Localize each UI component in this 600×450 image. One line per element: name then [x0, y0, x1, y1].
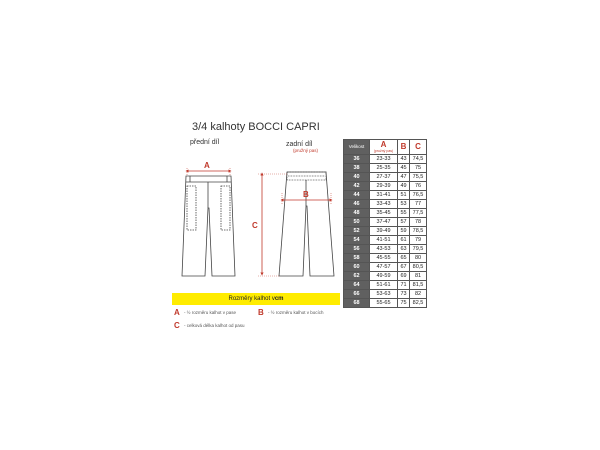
table-row: [344, 254, 427, 263]
mark-a: A: [204, 161, 210, 170]
size-cell-b: 57: [398, 218, 410, 227]
size-cell-c: 82: [410, 290, 427, 299]
legend-c-letter: C: [174, 321, 180, 330]
size-cell-b: 69: [398, 272, 410, 281]
header-a-letter: A: [380, 140, 387, 149]
size-cell-size: 64: [344, 281, 370, 290]
size-cell-size: 54: [344, 236, 370, 245]
table-row: [344, 200, 427, 209]
legend-bar-unit: cm: [274, 296, 284, 302]
size-cell-size: 40: [344, 173, 370, 182]
size-cell-b: 53: [398, 200, 410, 209]
page-title: 3/4 kalhoty BOCCI CAPRI: [192, 121, 320, 133]
size-cell-c: 77: [410, 200, 427, 209]
table-row: [344, 272, 427, 281]
size-cell-size: 52: [344, 227, 370, 236]
size-cell-c: 75: [410, 164, 427, 173]
table-row: [344, 182, 427, 191]
legend-bar: [172, 293, 340, 305]
legend-c-text: - celková délka kalhot od pasu: [184, 323, 245, 328]
size-cell-a: 37-47: [370, 218, 398, 227]
size-cell-c: 79,5: [410, 245, 427, 254]
size-cell-a: 47-57: [370, 263, 398, 272]
size-cell-b: 49: [398, 182, 410, 191]
header-size: Velikost: [344, 140, 370, 155]
table-row: [344, 245, 427, 254]
header-a: [370, 140, 398, 155]
size-cell-b: 59: [398, 227, 410, 236]
size-cell-a: 49-59: [370, 272, 398, 281]
size-cell-c: 78: [410, 218, 427, 227]
size-cell-size: 66: [344, 290, 370, 299]
table-row: [344, 290, 427, 299]
front-view-label: přední díl: [190, 139, 220, 146]
size-cell-b: 63: [398, 245, 410, 254]
size-cell-b: 65: [398, 254, 410, 263]
size-cell-b: 61: [398, 236, 410, 245]
table-row: [344, 209, 427, 218]
size-cell-a: 45-55: [370, 254, 398, 263]
size-cell-a: 23-33: [370, 155, 398, 164]
size-cell-c: 82,5: [410, 299, 427, 308]
mark-c: C: [252, 221, 258, 230]
size-cell-c: 81,5: [410, 281, 427, 290]
size-cell-size: 62: [344, 272, 370, 281]
size-cell-size: 58: [344, 254, 370, 263]
back-pants-drawing: [279, 172, 334, 276]
size-cell-b: 73: [398, 290, 410, 299]
size-cell-b: 43: [398, 155, 410, 164]
size-cell-size: 38: [344, 164, 370, 173]
size-cell-a: 33-43: [370, 200, 398, 209]
legend-b-letter: B: [258, 308, 264, 317]
size-cell-a: 29-39: [370, 182, 398, 191]
size-cell-c: 79: [410, 236, 427, 245]
size-table: [343, 139, 427, 308]
back-view-label: zadní díl: [286, 141, 313, 148]
size-cell-b: 71: [398, 281, 410, 290]
size-cell-size: 56: [344, 245, 370, 254]
size-cell-c: 76: [410, 182, 427, 191]
size-cell-c: 81: [410, 272, 427, 281]
size-cell-a: 31-41: [370, 191, 398, 200]
legend-bar-text: Rozměry kalhot v: [228, 296, 275, 302]
size-cell-b: 67: [398, 263, 410, 272]
size-cell-b: 47: [398, 173, 410, 182]
size-cell-c: 78,5: [410, 227, 427, 236]
size-cell-c: 74,5: [410, 155, 427, 164]
legend-a-text: - ½ rozměru kalhot v pase: [184, 310, 237, 315]
size-cell-b: 55: [398, 209, 410, 218]
table-row: [344, 299, 427, 308]
size-cell-c: 77,5: [410, 209, 427, 218]
header-a-note: (pružný pas): [373, 149, 394, 153]
table-row: [344, 263, 427, 272]
header-c: C: [410, 140, 427, 155]
size-cell-size: 60: [344, 263, 370, 272]
size-cell-a: 41-51: [370, 236, 398, 245]
table-row: [344, 155, 427, 164]
size-cell-b: 45: [398, 164, 410, 173]
size-cell-size: 36: [344, 155, 370, 164]
size-cell-size: 42: [344, 182, 370, 191]
size-cell-c: 76,5: [410, 191, 427, 200]
size-cell-b: 51: [398, 191, 410, 200]
table-row: [344, 236, 427, 245]
header-b: B: [398, 140, 410, 155]
front-pants-drawing: [182, 176, 235, 276]
back-view-note: (pružný pas): [293, 148, 319, 153]
size-cell-size: 50: [344, 218, 370, 227]
size-cell-size: 48: [344, 209, 370, 218]
table-row: [344, 281, 427, 290]
size-cell-size: 68: [344, 299, 370, 308]
size-cell-a: 53-63: [370, 290, 398, 299]
table-row: [344, 173, 427, 182]
size-cell-c: 80,5: [410, 263, 427, 272]
size-cell-a: 43-53: [370, 245, 398, 254]
size-cell-size: 46: [344, 200, 370, 209]
size-cell-c: 75,5: [410, 173, 427, 182]
size-cell-a: 35-45: [370, 209, 398, 218]
size-cell-a: 27-37: [370, 173, 398, 182]
mark-b: B: [303, 190, 309, 199]
size-cell-size: 44: [344, 191, 370, 200]
size-cell-a: 55-65: [370, 299, 398, 308]
legend-b-text: - ½ rozměru kalhot v bocích: [268, 310, 324, 315]
size-cell-a: 39-49: [370, 227, 398, 236]
size-table-header: [344, 140, 427, 155]
table-row: [344, 218, 427, 227]
table-row: [344, 227, 427, 236]
size-cell-a: 25-35: [370, 164, 398, 173]
table-row: [344, 164, 427, 173]
size-cell-c: 80: [410, 254, 427, 263]
table-row: [344, 191, 427, 200]
size-cell-a: 51-61: [370, 281, 398, 290]
legend-a-letter: A: [174, 308, 180, 317]
size-cell-b: 75: [398, 299, 410, 308]
